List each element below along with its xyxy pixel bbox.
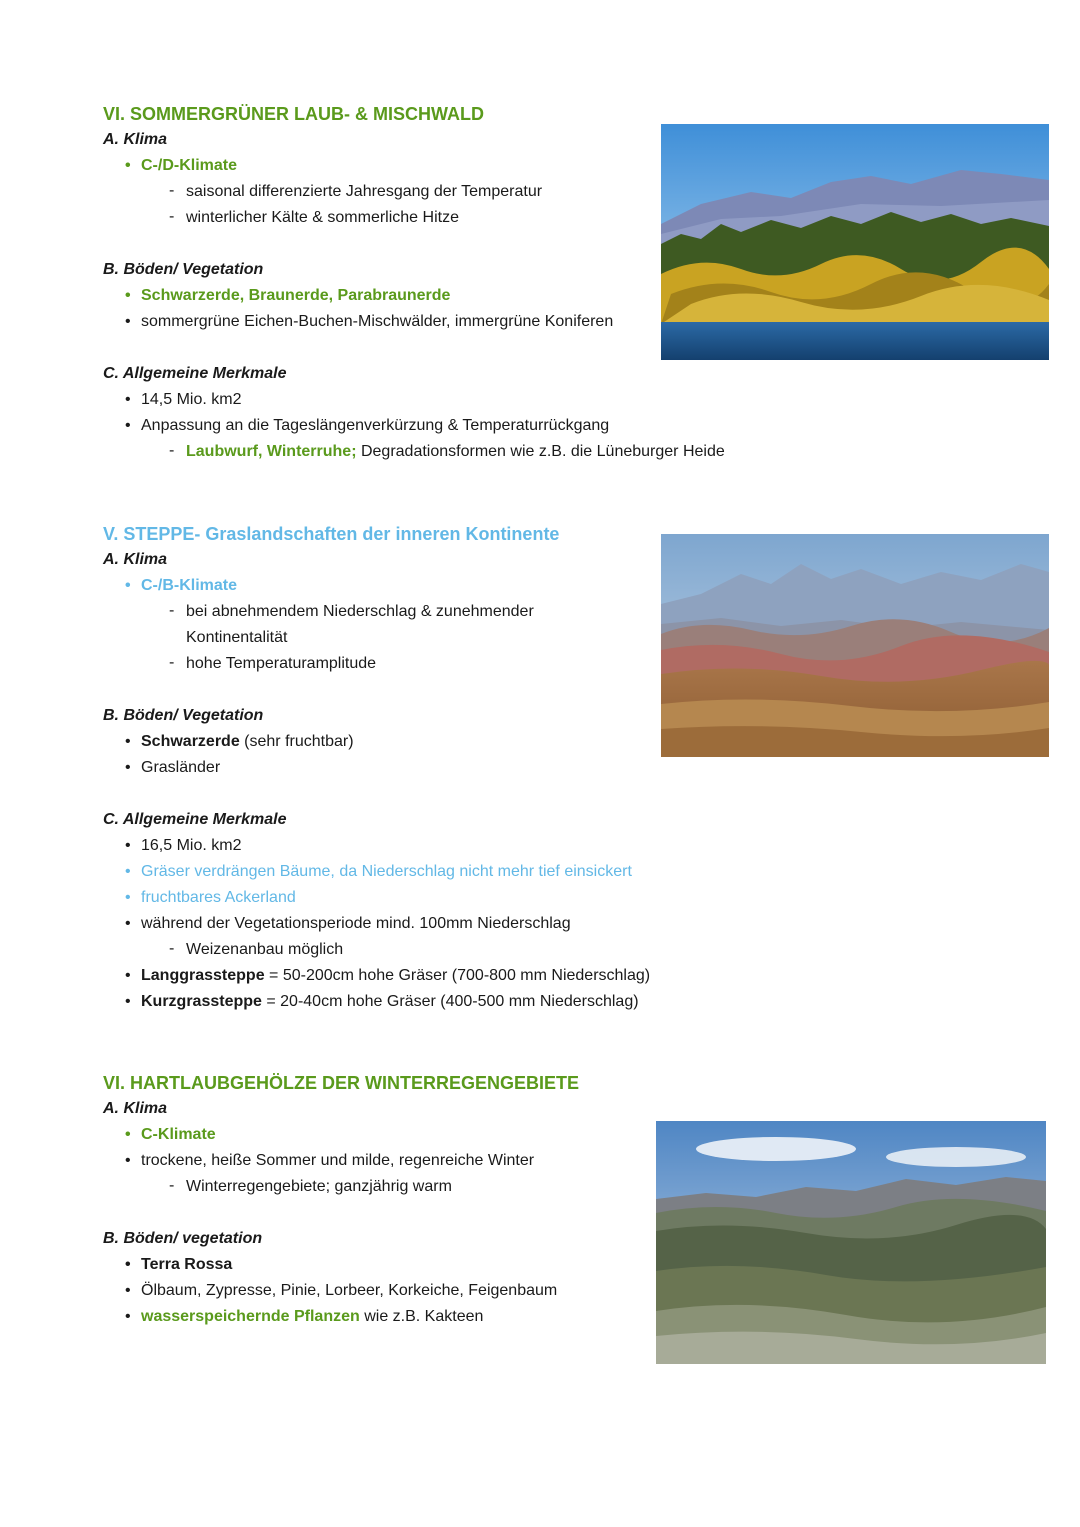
list-item bbox=[103, 729, 663, 755]
bold-term: Schwarzerde bbox=[141, 733, 240, 750]
section-laubwald bbox=[103, 101, 725, 465]
list-item: • während der Vegetationsperiode mind. 100mm Niederschlag bbox=[103, 911, 663, 937]
list-item: • 16,5 Mio. km2 bbox=[103, 833, 663, 859]
list-item bbox=[103, 989, 663, 1015]
section-hartlaub bbox=[103, 1070, 663, 1330]
list-item: • C-/B-Klimate bbox=[103, 573, 663, 599]
sub-list-item bbox=[103, 439, 725, 465]
subheading-boeden: B. Böden/ Vegetation bbox=[103, 261, 264, 278]
text: Degradationsformen wie z.B. die Lüneburger Heide bbox=[356, 443, 725, 460]
bold-term: Kurzgrassteppe bbox=[141, 993, 262, 1010]
list-item: • Ölbaum, Zypresse, Pinie, Lorbeer, Korkeiche, Feigenbaum bbox=[103, 1278, 663, 1304]
section-title: V. STEPPE- Graslandschaften der inneren Kontinente bbox=[103, 524, 560, 544]
subheading-merkmale: C. Allgemeine Merkmale bbox=[103, 811, 287, 828]
text: (sehr fruchtbar) bbox=[239, 733, 354, 750]
section-title: VI. HARTLAUBGEHÖLZE DER WINTERREGENGEBIETE bbox=[103, 1073, 580, 1093]
subheading-klima: A. Klima bbox=[103, 131, 168, 148]
list-item: • Anpassung an die Tageslängenverkürzung & Temperaturrückgang bbox=[103, 413, 663, 439]
list-item: • Terra Rossa bbox=[103, 1252, 663, 1278]
list-item: • C-Klimate bbox=[103, 1122, 663, 1148]
subheading-klima: A. Klima bbox=[103, 551, 168, 568]
list-item: • Grasländer bbox=[103, 755, 663, 781]
mediterranean-shrubland-photo bbox=[656, 1121, 1046, 1364]
sub-list-item: - hohe Temperaturamplitude bbox=[103, 651, 663, 677]
sub-list-item-continuation bbox=[103, 625, 663, 651]
section-steppe bbox=[103, 521, 663, 1015]
highlight: Laubwurf bbox=[186, 443, 258, 460]
forest-lake-photo bbox=[661, 124, 1049, 360]
list-item: • sommergrüne Eichen-Buchen-Mischwälder, immergrüne Koniferen bbox=[103, 309, 663, 335]
sub-list-item: - winterlicher Kälte & sommerliche Hitze bbox=[103, 205, 663, 231]
text: Kontinentalität bbox=[186, 629, 288, 646]
sub-list-item: - saisonal differenzierte Jahresgang der Temperatur bbox=[103, 179, 663, 205]
sub-list-item: - Winterregengebiete; ganzjährig warm bbox=[103, 1174, 663, 1200]
list-item bbox=[103, 963, 663, 989]
section-title: VI. SOMMERGRÜNER LAUB- & MISCHWALD bbox=[103, 104, 484, 124]
text: = 20-40cm hohe Gräser (400-500 mm Niederschlag) bbox=[261, 993, 639, 1010]
text: wie z.B. Kakteen bbox=[359, 1308, 484, 1325]
sub-list-item: - bei abnehmendem Niederschlag & zunehmender bbox=[103, 599, 663, 625]
list-item: • fruchtbares Ackerland bbox=[103, 885, 663, 911]
list-item: • Schwarzerde, Braunerde, Parabraunerde bbox=[103, 283, 663, 309]
list-item: • Gräser verdrängen Bäume, da Niederschlag nicht mehr tief einsickert bbox=[103, 859, 663, 885]
list-item: • C-/D-Klimate bbox=[103, 153, 663, 179]
list-item: • 14,5 Mio. km2 bbox=[103, 387, 663, 413]
highlight: wasserspeichernde Pflanzen bbox=[141, 1308, 360, 1325]
list-item bbox=[103, 1304, 663, 1330]
subheading-merkmale: C. Allgemeine Merkmale bbox=[103, 365, 287, 382]
highlight: , Winterruhe; bbox=[258, 443, 357, 460]
sub-list-item: - Weizenanbau möglich bbox=[103, 937, 663, 963]
subheading-boeden: B. Böden/ Vegetation bbox=[103, 707, 264, 724]
subheading-boeden: B. Böden/ vegetation bbox=[103, 1230, 263, 1247]
steppe-photo bbox=[661, 534, 1049, 757]
subheading-klima: A. Klima bbox=[103, 1100, 168, 1117]
list-item: • trockene, heiße Sommer und milde, regenreiche Winter bbox=[103, 1148, 663, 1174]
text: = 50-200cm hohe Gräser (700-800 mm Niederschlag) bbox=[264, 967, 651, 984]
bold-term: Langgrassteppe bbox=[141, 967, 265, 984]
